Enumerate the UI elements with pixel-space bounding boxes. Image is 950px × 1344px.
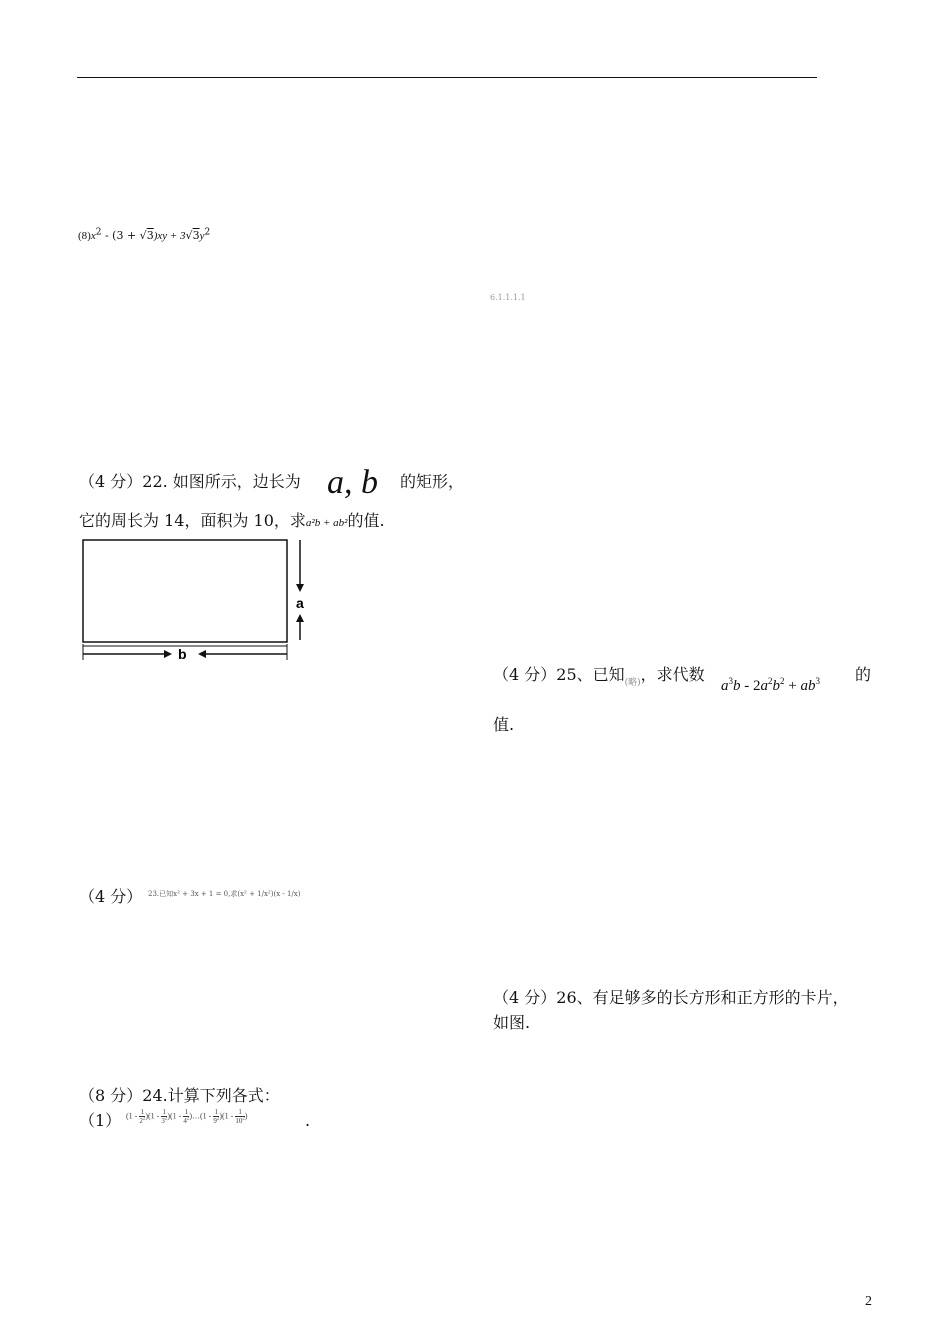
q25-line1: （4 分）25、已知$_{(略)}$，求代数 [493, 665, 705, 688]
q22-line2: 它的周长为 14，面积为 10，求a²b + ab²的值. [79, 511, 385, 530]
blurred-mark: 6.1.1.1.1 [490, 293, 526, 302]
q8-expression: $(8)x^2 - (3 + √3)xy + 3√3y^2$ [78, 227, 211, 242]
q25-line2: 值. [493, 715, 515, 734]
arrow-left-icon [198, 650, 206, 658]
q25-suffix: 的 [855, 665, 872, 684]
sqrt-sign-2: √ [185, 229, 193, 242]
q22-line1: （4 分）22. 如图所示，边长为 [79, 472, 301, 491]
q25-expression: $a^3b - 2a^2b^2 + ab^3$ [721, 676, 820, 694]
arrow-up-icon [296, 614, 304, 622]
q24-item1-expression: (1 - $\frac{1}{2^2}$ )(1 - $\frac{1}{3^2}$ )(1 - $\frac{1}{4^2}$ )…(1 - $\frac{1}{9^2}$ )(1 - $\frac{1}{10^2}$ ) [126, 1108, 248, 1125]
rectangle-figure [78, 536, 318, 666]
q23-tiny-expression: 23.已知x² + 3x + 1 = 0,求(x² + 1/x²)(x - 1/x) [148, 890, 301, 898]
q22-line1-suffix: 的矩形， [400, 472, 465, 491]
header-rule [77, 77, 817, 78]
sqrt-sign-1: √ [139, 229, 147, 242]
q24-title: （8 分）24.计算下列各式： [79, 1086, 280, 1105]
fig-label-a: a [296, 595, 304, 611]
q26-line1: （4 分）26、有足够多的长方形和正方形的卡片， [493, 988, 849, 1007]
q24-item1-end: . [305, 1111, 311, 1130]
q23-line: （4 分） [79, 887, 143, 906]
q22-ab-symbols: a, b [327, 464, 378, 501]
page-number: 2 [865, 1294, 872, 1309]
q24-item1: （1） [79, 1111, 122, 1130]
fig-label-b: b [178, 646, 187, 662]
arrow-right-icon [164, 650, 172, 658]
q26-line2: 如图. [493, 1013, 531, 1032]
arrow-down-icon [296, 584, 304, 592]
rectangle-shape [83, 540, 287, 642]
